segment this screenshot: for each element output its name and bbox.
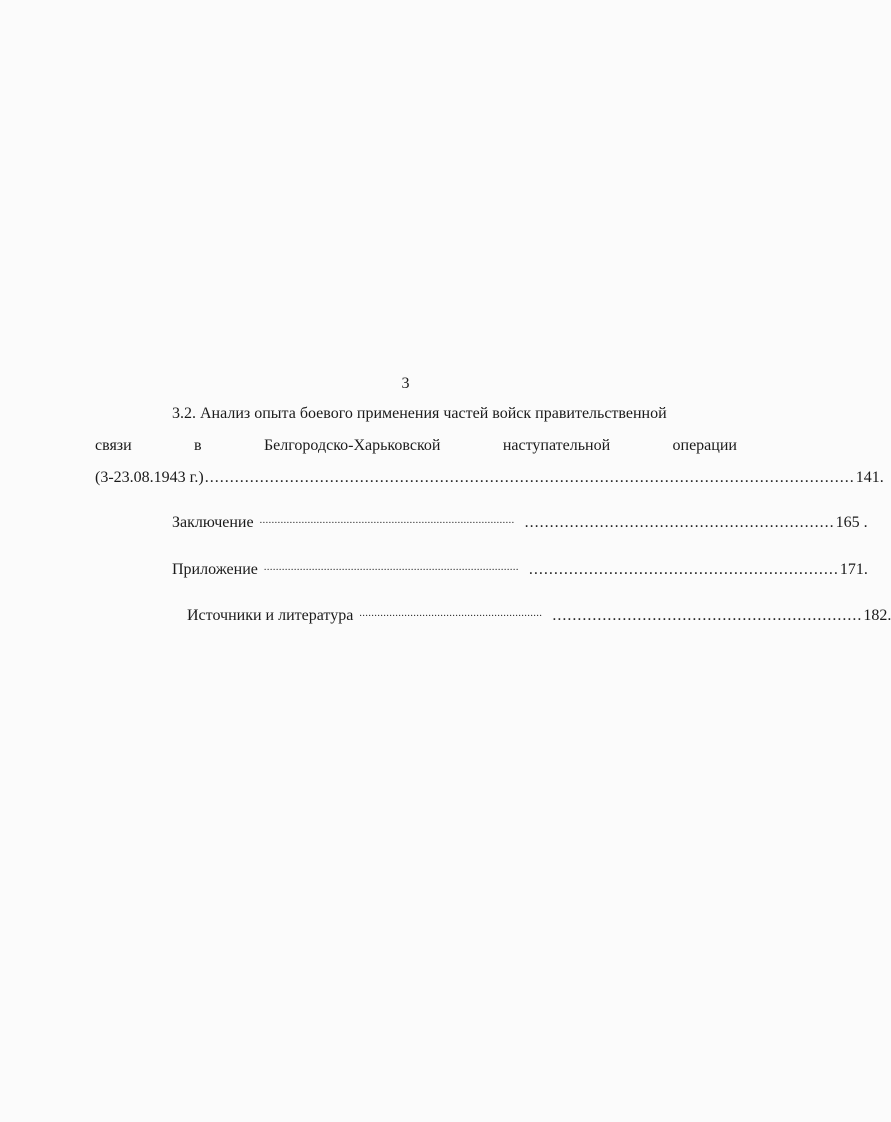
leader-dots: .............................................................. (524, 514, 835, 531)
toc-word: связи (95, 437, 132, 454)
toc-entry-3-2-line1: 3.2. Анализ опыта боевого применения частей войск правительственной (172, 405, 667, 422)
toc-entry-sources-page: 182. (863, 607, 891, 624)
toc-entry-conclusion-title: Заключение (172, 514, 254, 531)
toc-entry-conclusion-page: 165 . (835, 514, 868, 531)
leader-dots: .............................................................. (528, 561, 839, 578)
leader-dots: .............................................................. (552, 607, 863, 624)
leader-dots: ..................................................................................... (263, 562, 519, 573)
toc-entry-3-2-dates: (3-23.08.1943 г.) (95, 469, 204, 486)
page-number: 3 (401, 375, 410, 392)
toc-entry-appendix-title: Приложение (172, 561, 258, 578)
toc-entry-sources (187, 606, 891, 626)
toc-entry-sources-title: Источники и литература (187, 607, 354, 624)
toc-word: Белгородско-Харьковской (263, 437, 441, 454)
toc-word: наступательной (502, 437, 611, 454)
toc-entry-appendix-page: 171. (839, 561, 868, 578)
leader-dots: .................................................................................................................................. (204, 469, 855, 486)
toc-entry-3-2-page: 141. (855, 469, 884, 486)
toc-word: операции (672, 437, 737, 454)
leader-dots: ..................................................................................... (259, 515, 515, 526)
toc-entry-3-2-line2 (95, 436, 737, 456)
toc-entry-3-2-line3 (95, 468, 884, 488)
toc-entry-conclusion (172, 513, 868, 533)
leader-dots: ............................................................. (359, 608, 543, 619)
toc-entry-appendix (172, 560, 868, 580)
toc-word: в (194, 437, 202, 454)
